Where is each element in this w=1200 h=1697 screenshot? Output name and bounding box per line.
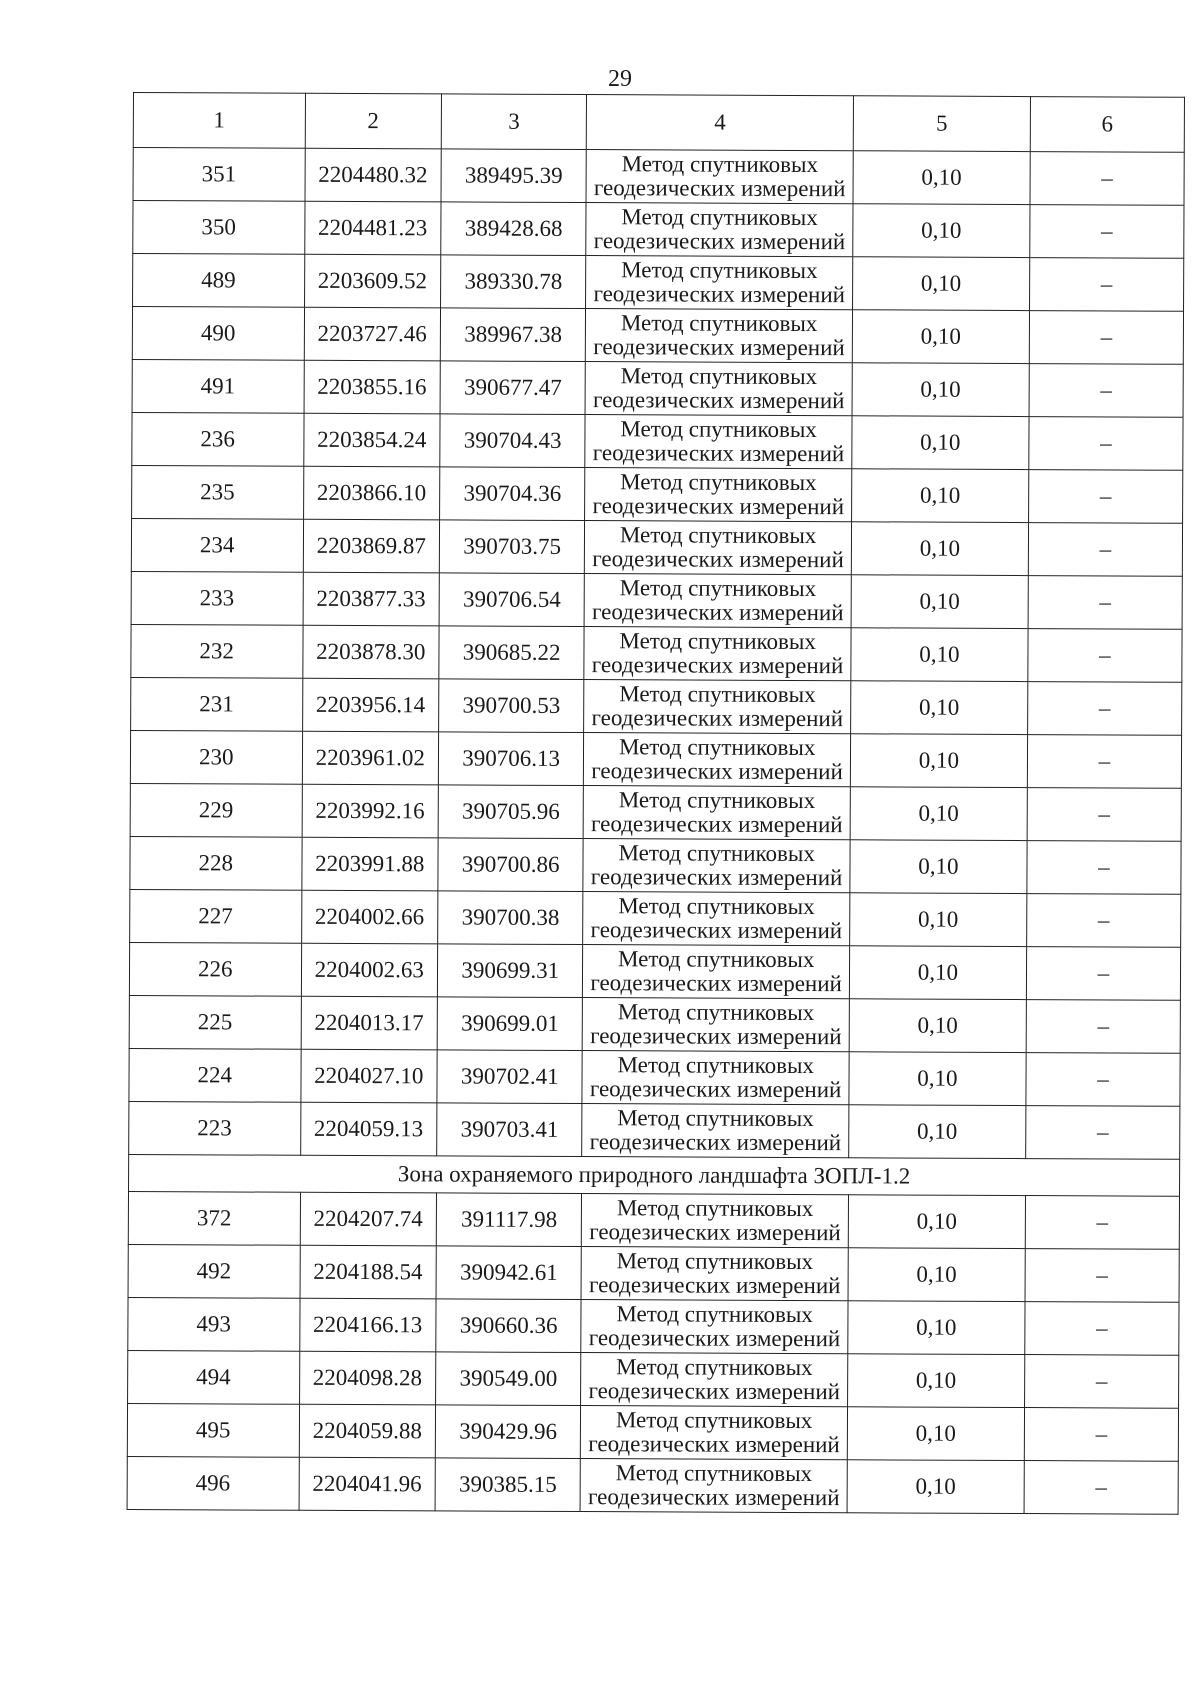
accuracy-cell: 0,10 xyxy=(850,734,1027,788)
method-line-1: Метод спутниковых xyxy=(616,1301,813,1328)
point-number-cell: 489 xyxy=(133,254,305,308)
method-line-2: геодезических измерений xyxy=(593,281,846,308)
y-coordinate-cell: 391117.98 xyxy=(436,1193,582,1247)
x-coordinate-cell: 2203961.02 xyxy=(302,731,439,785)
dash-cell: – xyxy=(1026,947,1180,1001)
point-number-cell: 224 xyxy=(129,1048,301,1102)
method-cell xyxy=(584,574,851,628)
method-line-1: Метод спутниковых xyxy=(619,522,817,549)
x-coordinate-cell: 2203956.14 xyxy=(302,678,439,732)
table-row xyxy=(128,1244,1179,1302)
accuracy-cell: 0,10 xyxy=(847,1354,1024,1408)
y-coordinate-cell: 389428.68 xyxy=(441,202,587,256)
method-cell xyxy=(586,150,853,204)
method-cell xyxy=(583,892,850,946)
accuracy-cell: 0,10 xyxy=(851,522,1028,576)
method-line-1: Метод спутниковых xyxy=(620,469,817,496)
method-cell xyxy=(586,309,853,363)
x-coordinate-cell: 2204207.74 xyxy=(300,1192,437,1246)
dash-cell: – xyxy=(1029,258,1183,312)
method-line-2: геодезических измерений xyxy=(593,175,846,202)
y-coordinate-cell: 389330.78 xyxy=(441,255,587,309)
table-row xyxy=(127,1456,1178,1514)
x-coordinate-cell: 2204041.96 xyxy=(299,1457,436,1511)
accuracy-cell: 0,10 xyxy=(851,469,1028,523)
x-coordinate-cell: 2203727.46 xyxy=(304,307,441,361)
dash-cell: – xyxy=(1025,1302,1179,1356)
dash-cell: – xyxy=(1028,523,1182,577)
dash-cell: – xyxy=(1030,152,1184,206)
method-line-2: геодезических измерений xyxy=(591,705,844,732)
table-row xyxy=(133,201,1184,259)
header-row xyxy=(133,93,1184,153)
y-coordinate-cell: 390706.13 xyxy=(438,732,584,786)
y-coordinate-cell: 390385.15 xyxy=(435,1458,581,1512)
dash-cell: – xyxy=(1026,1106,1180,1160)
coordinates-table xyxy=(127,92,1185,1515)
y-coordinate-cell: 390549.00 xyxy=(436,1352,582,1406)
table-row xyxy=(131,677,1182,735)
method-line-1: Метод спутниковых xyxy=(620,310,818,337)
method-line-2: геодезических измерений xyxy=(590,864,843,891)
method-cell xyxy=(580,1459,847,1513)
method-line-2: геодезических измерений xyxy=(592,493,845,520)
method-line-1: Метод спутниковых xyxy=(621,151,819,178)
y-coordinate-cell: 390660.36 xyxy=(436,1299,582,1353)
point-number-cell: 495 xyxy=(127,1403,299,1457)
x-coordinate-cell: 2203854.24 xyxy=(303,413,440,467)
method-line-1: Метод спутниковых xyxy=(618,734,816,761)
method-line-1: Метод спутниковых xyxy=(618,893,815,920)
header-cell-6: 6 xyxy=(1030,97,1184,153)
dash-cell: – xyxy=(1028,470,1182,524)
method-cell xyxy=(583,839,850,893)
method-line-2: геодезических измерений xyxy=(591,599,844,626)
dash-cell: – xyxy=(1025,1196,1179,1250)
dash-cell: – xyxy=(1028,682,1182,736)
accuracy-cell: 0,10 xyxy=(849,999,1026,1053)
method-line-1: Метод спутниковых xyxy=(618,787,816,814)
method-line-2: геодезических измерений xyxy=(590,1023,842,1050)
y-coordinate-cell: 390700.38 xyxy=(438,891,584,945)
method-cell xyxy=(581,1406,848,1460)
table-row xyxy=(132,412,1183,470)
method-line-2: геодезических измерений xyxy=(588,1431,840,1458)
accuracy-cell: 0,10 xyxy=(852,257,1029,311)
point-number-cell: 231 xyxy=(131,677,303,731)
table-row xyxy=(130,783,1181,841)
method-line-1: Метод спутниковых xyxy=(617,999,815,1026)
table-row xyxy=(128,1297,1179,1355)
x-coordinate-cell: 2204098.28 xyxy=(299,1351,436,1405)
y-coordinate-cell: 390677.47 xyxy=(440,361,586,415)
point-number-cell: 496 xyxy=(127,1456,299,1510)
x-coordinate-cell: 2204480.32 xyxy=(305,148,442,202)
x-coordinate-cell: 2204059.88 xyxy=(299,1404,436,1458)
point-number-cell: 227 xyxy=(130,889,302,943)
point-number-cell: 226 xyxy=(129,942,301,996)
method-line-1: Метод спутниковых xyxy=(616,1195,814,1222)
point-number-cell: 351 xyxy=(133,148,305,202)
method-line-1: Метод спутниковых xyxy=(617,946,815,973)
y-coordinate-cell: 390704.36 xyxy=(440,467,586,521)
method-line-2: геодезических измерений xyxy=(588,1325,841,1352)
method-line-1: Метод спутниковых xyxy=(618,840,815,867)
method-cell xyxy=(586,256,853,310)
point-number-cell: 225 xyxy=(129,995,301,1049)
point-number-cell: 493 xyxy=(128,1297,300,1351)
method-cell xyxy=(584,627,851,681)
method-line-2: геодезических измерений xyxy=(589,1076,842,1103)
method-cell xyxy=(582,1104,849,1158)
table-row xyxy=(129,995,1180,1053)
accuracy-cell: 0,10 xyxy=(849,1105,1026,1159)
method-line-2: геодезических измерений xyxy=(589,1129,842,1156)
method-line-1: Метод спутниковых xyxy=(615,1407,813,1434)
header-cell-1: 1 xyxy=(133,93,305,149)
x-coordinate-cell: 2203869.87 xyxy=(303,519,440,573)
point-number-cell: 223 xyxy=(129,1101,301,1155)
method-line-1: Метод спутниковых xyxy=(619,681,816,708)
point-number-cell: 236 xyxy=(132,412,304,466)
method-line-1: Метод спутниковых xyxy=(621,204,818,231)
method-line-2: геодезических измерений xyxy=(592,387,845,414)
accuracy-cell: 0,10 xyxy=(851,628,1028,682)
method-line-2: геодезических измерений xyxy=(593,334,845,361)
dash-cell: – xyxy=(1024,1461,1178,1515)
y-coordinate-cell: 390685.22 xyxy=(439,626,585,680)
point-number-cell: 235 xyxy=(132,465,304,519)
point-number-cell: 232 xyxy=(131,624,303,678)
accuracy-cell: 0,10 xyxy=(852,363,1029,417)
table-row xyxy=(131,518,1182,576)
x-coordinate-cell: 2204481.23 xyxy=(304,201,441,255)
dash-cell: – xyxy=(1030,205,1184,259)
method-cell xyxy=(585,468,852,522)
method-line-2: геодезических измерений xyxy=(587,1484,840,1511)
accuracy-cell: 0,10 xyxy=(850,787,1027,841)
x-coordinate-cell: 2204059.13 xyxy=(300,1102,437,1156)
method-cell xyxy=(583,998,850,1052)
accuracy-cell: 0,10 xyxy=(848,1195,1025,1249)
table-row xyxy=(130,836,1181,894)
accuracy-cell: 0,10 xyxy=(853,204,1030,258)
x-coordinate-cell: 2204188.54 xyxy=(300,1245,437,1299)
method-cell xyxy=(581,1300,848,1354)
x-coordinate-cell: 2204166.13 xyxy=(299,1298,436,1352)
point-number-cell: 234 xyxy=(131,518,303,572)
accuracy-cell: 0,10 xyxy=(850,840,1027,894)
y-coordinate-cell: 390699.01 xyxy=(437,997,583,1051)
method-line-2: геодезических измерений xyxy=(592,440,845,467)
method-cell xyxy=(585,415,852,469)
table-row xyxy=(133,254,1184,312)
dash-cell: – xyxy=(1029,417,1183,471)
accuracy-cell: 0,10 xyxy=(847,1407,1024,1461)
y-coordinate-cell: 390704.43 xyxy=(440,414,586,468)
x-coordinate-cell: 2204013.17 xyxy=(301,996,438,1050)
accuracy-cell: 0,10 xyxy=(851,681,1028,735)
table-row xyxy=(129,942,1180,1000)
x-coordinate-cell: 2203878.30 xyxy=(302,625,439,679)
method-cell xyxy=(584,733,851,787)
dash-cell: – xyxy=(1027,788,1181,842)
x-coordinate-cell: 2203991.88 xyxy=(301,837,438,891)
method-line-2: геодезических измерений xyxy=(589,1219,841,1246)
method-line-1: Метод спутниковых xyxy=(620,363,818,390)
method-line-1: Метод спутниковых xyxy=(617,1052,815,1079)
method-cell xyxy=(585,521,852,575)
method-line-2: геодезических измерений xyxy=(588,1378,841,1405)
point-number-cell: 233 xyxy=(131,571,303,625)
method-line-1: Метод спутниковых xyxy=(616,1354,813,1381)
table-row xyxy=(130,889,1181,947)
x-coordinate-cell: 2204027.10 xyxy=(300,1049,437,1103)
accuracy-cell: 0,10 xyxy=(851,575,1028,629)
method-line-1: Метод спутниковых xyxy=(619,575,817,602)
y-coordinate-cell: 390705.96 xyxy=(438,785,584,839)
x-coordinate-cell: 2203609.52 xyxy=(304,254,441,308)
method-line-2: геодезических измерений xyxy=(592,546,844,573)
y-coordinate-cell: 390700.86 xyxy=(438,838,584,892)
dash-cell: – xyxy=(1028,576,1182,630)
table-row xyxy=(132,307,1183,365)
dash-cell: – xyxy=(1027,735,1181,789)
method-line-1: Метод спутниковых xyxy=(617,1105,814,1132)
method-cell xyxy=(585,362,852,416)
table-body xyxy=(127,93,1184,1515)
y-coordinate-cell: 389495.39 xyxy=(441,149,587,203)
dash-cell: – xyxy=(1027,841,1181,895)
point-number-cell: 228 xyxy=(130,836,302,890)
table-row xyxy=(129,1048,1180,1106)
method-line-1: Метод спутниковых xyxy=(621,257,818,284)
accuracy-cell: 0,10 xyxy=(848,1301,1025,1355)
point-number-cell: 491 xyxy=(132,359,304,413)
y-coordinate-cell: 390942.61 xyxy=(436,1246,582,1300)
table-row xyxy=(131,624,1182,682)
dash-cell: – xyxy=(1028,629,1182,683)
dash-cell: – xyxy=(1029,311,1183,365)
header-cell-3: 3 xyxy=(441,94,587,150)
point-number-cell: 230 xyxy=(130,730,302,784)
method-line-2: геодезических измерений xyxy=(590,970,842,997)
method-line-2: геодезических измерений xyxy=(591,811,843,838)
x-coordinate-cell: 2203855.16 xyxy=(304,360,441,414)
method-cell xyxy=(586,203,853,257)
method-cell xyxy=(582,1051,849,1105)
x-coordinate-cell: 2203877.33 xyxy=(303,572,440,626)
y-coordinate-cell: 390706.54 xyxy=(439,573,585,627)
y-coordinate-cell: 390700.53 xyxy=(439,679,585,733)
table-row xyxy=(132,465,1183,523)
header-cell-2: 2 xyxy=(305,93,442,149)
method-cell xyxy=(584,680,851,734)
accuracy-cell: 0,10 xyxy=(848,1248,1025,1302)
method-line-1: Метод спутниковых xyxy=(616,1248,814,1275)
point-number-cell: 494 xyxy=(128,1350,300,1404)
method-line-1: Метод спутниковых xyxy=(620,416,817,443)
dash-cell: – xyxy=(1026,1000,1180,1054)
accuracy-cell: 0,10 xyxy=(849,1052,1026,1106)
accuracy-cell: 0,10 xyxy=(852,416,1029,470)
y-coordinate-cell: 390702.41 xyxy=(437,1050,583,1104)
y-coordinate-cell: 390429.96 xyxy=(435,1405,581,1459)
accuracy-cell: 0,10 xyxy=(850,893,1027,947)
table-row xyxy=(131,571,1182,629)
accuracy-cell: 0,10 xyxy=(852,310,1029,364)
method-cell xyxy=(583,786,850,840)
x-coordinate-cell: 2203992.16 xyxy=(302,784,439,838)
table-row xyxy=(128,1191,1179,1249)
table-row xyxy=(128,1350,1179,1408)
method-cell xyxy=(582,1194,849,1248)
y-coordinate-cell: 390699.31 xyxy=(437,944,583,998)
point-number-cell: 490 xyxy=(132,307,304,361)
point-number-cell: 372 xyxy=(128,1191,300,1245)
page-number: 29 xyxy=(608,66,632,92)
method-line-2: геодезических измерений xyxy=(591,652,844,679)
method-line-2: геодезических измерений xyxy=(593,228,846,255)
table-row xyxy=(129,1101,1180,1159)
method-line-2: геодезических измерений xyxy=(588,1272,841,1299)
dash-cell: – xyxy=(1029,364,1183,418)
point-number-cell: 350 xyxy=(133,201,305,255)
table-row xyxy=(132,359,1183,417)
y-coordinate-cell: 390703.41 xyxy=(437,1103,583,1157)
method-line-1: Метод спутниковых xyxy=(619,628,816,655)
zone-heading: Зона охраняемого природного ландшафта ЗОПЛ-1.2 xyxy=(129,1154,1180,1196)
method-cell xyxy=(581,1353,848,1407)
accuracy-cell: 0,10 xyxy=(853,151,1030,205)
point-number-cell: 229 xyxy=(130,783,302,837)
table-row xyxy=(127,1403,1178,1461)
dash-cell: – xyxy=(1027,894,1181,948)
y-coordinate-cell: 390703.75 xyxy=(439,520,585,574)
method-line-1: Метод спутниковых xyxy=(615,1460,813,1487)
dash-cell: – xyxy=(1024,1355,1178,1409)
zone-heading-row xyxy=(129,1154,1180,1196)
dash-cell: – xyxy=(1026,1053,1180,1107)
table-row xyxy=(130,730,1181,788)
x-coordinate-cell: 2204002.63 xyxy=(301,943,438,997)
accuracy-cell: 0,10 xyxy=(849,946,1026,1000)
header-cell-4: 4 xyxy=(587,95,854,151)
method-cell xyxy=(581,1247,848,1301)
method-line-2: геодезических измерений xyxy=(590,917,843,944)
method-cell xyxy=(583,945,850,999)
accuracy-cell: 0,10 xyxy=(847,1460,1024,1514)
header-cell-5: 5 xyxy=(853,96,1030,152)
y-coordinate-cell: 389967.38 xyxy=(440,308,586,362)
table-row xyxy=(133,148,1184,206)
dash-cell: – xyxy=(1025,1249,1179,1303)
dash-cell: – xyxy=(1024,1408,1178,1462)
method-line-2: геодезических измерений xyxy=(591,758,843,785)
point-number-cell: 492 xyxy=(128,1244,300,1298)
x-coordinate-cell: 2204002.66 xyxy=(301,890,438,944)
x-coordinate-cell: 2203866.10 xyxy=(303,466,440,520)
